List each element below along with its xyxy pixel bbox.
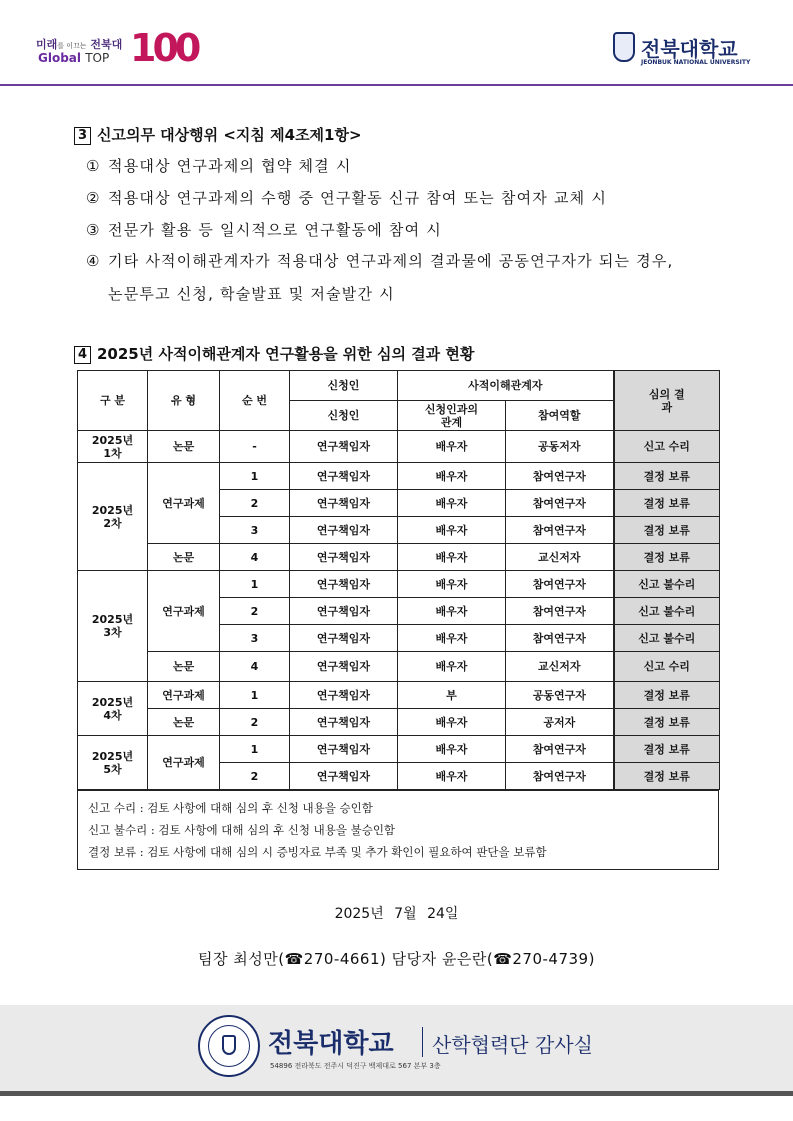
seq-cell: 3 [220, 625, 290, 652]
header-relation [398, 401, 506, 431]
university-logo [613, 30, 753, 70]
seq-cell: - [220, 431, 290, 463]
relation-cell: 배우자 [398, 431, 506, 463]
role-cell: 참여연구자 [506, 763, 614, 790]
seq-cell: 4 [220, 544, 290, 571]
type-cell: 연구과제 [148, 571, 220, 652]
footer-university-name: 전북대학교 [268, 1029, 394, 1059]
section3-item [86, 187, 607, 208]
role-cell: 참여연구자 [506, 463, 614, 490]
relation-cell: 배우자 [398, 652, 506, 682]
role-cell: 교신저자 [506, 544, 614, 571]
group-cell [78, 571, 148, 682]
item-number: ② [86, 189, 101, 207]
result-cell: 결정 보류 [614, 682, 720, 709]
relation-cell: 배우자 [398, 598, 506, 625]
group-cell [78, 431, 148, 463]
relation-cell: 배우자 [398, 571, 506, 598]
applicant-cell: 연구책임자 [290, 682, 398, 709]
university-seal-icon [198, 1015, 260, 1077]
document-date: 2025년 7월 24일 [334, 906, 459, 922]
seal-shield-icon [222, 1035, 236, 1055]
group-label: 2025년 1차 [91, 433, 134, 460]
slogan-top: TOP [85, 51, 110, 65]
role-cell: 참여연구자 [506, 490, 614, 517]
table-row [78, 709, 720, 736]
relation-cell: 배우자 [398, 517, 506, 544]
footer [0, 1005, 793, 1091]
result-cell: 결정 보류 [614, 544, 720, 571]
relation-cell: 배우자 [398, 625, 506, 652]
result-cell: 신고 불수리 [614, 598, 720, 625]
table-row [78, 736, 720, 763]
section3-title [74, 124, 362, 145]
seq-cell: 4 [220, 652, 290, 682]
table-row [78, 682, 720, 709]
header-seq: 순 번 [220, 371, 290, 431]
relation-cell: 배우자 [398, 763, 506, 790]
university-eng-name: JEONBUK NATIONAL UNIVERSITY [641, 59, 751, 66]
applicant-cell: 연구책임자 [290, 736, 398, 763]
note-accepted: 신고 수리 : 검토 사항에 대해 심의 후 신청 내용을 승인함 [88, 801, 373, 815]
item-text: 적용대상 연구과제의 수행 중 연구활동 신규 참여 또는 참여자 교체 시 [108, 189, 608, 207]
contact-line: 팀장 최성만(☎270-4661) 담당자 윤은란(☎270-4739) [198, 950, 595, 968]
relation-cell: 부 [398, 682, 506, 709]
section4-title-text: 2025년 사적이해관계자 연구활용을 위한 심의 결과 현황 [97, 345, 475, 363]
header-type: 유 형 [148, 371, 220, 431]
note-rejected: 신고 불수리 : 검토 사항에 대해 심의 후 신청 내용을 불승인함 [88, 823, 396, 837]
seq-cell: 2 [220, 763, 290, 790]
legend-notes [77, 790, 719, 870]
header-divider [0, 84, 793, 86]
seq-cell: 3 [220, 517, 290, 544]
group-cell [78, 682, 148, 736]
section3-item-cont: 논문투고 신청, 학술발표 및 저술발간 시 [108, 285, 395, 303]
item-number: ① [86, 157, 101, 175]
slogan-100: 100 [130, 26, 198, 70]
result-cell: 신고 수리 [614, 652, 720, 682]
table-row [78, 431, 720, 463]
role-cell: 참여연구자 [506, 625, 614, 652]
applicant-cell: 연구책임자 [290, 571, 398, 598]
result-cell: 결정 보류 [614, 709, 720, 736]
header-applicant: 신청인 [290, 401, 398, 431]
role-cell: 교신저자 [506, 652, 614, 682]
group-label: 2025년 5차 [91, 749, 134, 776]
table-row [78, 571, 720, 598]
role-cell: 참여연구자 [506, 598, 614, 625]
footer-address: 54896 전라북도 전주시 덕진구 백제대로 567 본부 3층 [270, 1062, 441, 1070]
applicant-cell: 연구책임자 [290, 598, 398, 625]
applicant-cell: 연구책임자 [290, 709, 398, 736]
result-cell: 결정 보류 [614, 517, 720, 544]
seq-cell: 2 [220, 490, 290, 517]
type-cell: 논문 [148, 652, 220, 682]
applicant-cell: 연구책임자 [290, 517, 398, 544]
header-role: 참여역할 [506, 401, 614, 431]
item-text: 적용대상 연구과제의 협약 체결 시 [108, 157, 352, 175]
result-cell: 신고 불수리 [614, 571, 720, 598]
table-row [78, 652, 720, 682]
role-cell: 참여연구자 [506, 517, 614, 544]
role-cell: 공저자 [506, 709, 614, 736]
slogan-global: Global [38, 51, 82, 65]
section3-number: 3 [74, 127, 91, 145]
footer-department: 산학협력단 감사실 [432, 1033, 593, 1057]
note-deferred: 결정 보류 : 검토 사항에 대해 심의 시 증빙자료 부족 및 추가 확인이 필요하여 판단을 보류함 [88, 845, 547, 859]
result-cell: 신고 수리 [614, 431, 720, 463]
result-cell: 결정 보류 [614, 463, 720, 490]
section3-title-text: 신고의무 대상행위 <지침 제4조제1항> [97, 126, 362, 144]
result-cell: 결정 보류 [614, 490, 720, 517]
relation-cell: 배우자 [398, 463, 506, 490]
role-cell: 공동저자 [506, 431, 614, 463]
group-cell [78, 736, 148, 790]
header-result [614, 371, 720, 431]
applicant-cell: 연구책임자 [290, 652, 398, 682]
relation-cell: 배우자 [398, 490, 506, 517]
section4-number: 4 [74, 346, 91, 364]
group-label: 2025년 4차 [91, 695, 134, 722]
applicant-cell: 연구책임자 [290, 490, 398, 517]
section3-item [86, 155, 352, 176]
role-cell: 공동연구자 [506, 682, 614, 709]
type-cell: 연구과제 [148, 463, 220, 544]
type-cell: 연구과제 [148, 682, 220, 709]
seq-cell: 1 [220, 571, 290, 598]
table-row [78, 544, 720, 571]
header-related-group: 사적이해관계자 [398, 371, 614, 401]
header-result-text: 심의 결과 [648, 387, 685, 414]
footer-bottom-line [0, 1091, 793, 1096]
type-cell: 논문 [148, 544, 220, 571]
slogan-line2 [38, 51, 109, 65]
applicant-cell: 연구책임자 [290, 625, 398, 652]
result-cell: 결정 보류 [614, 736, 720, 763]
type-cell: 논문 [148, 709, 220, 736]
item-number: ③ [86, 221, 101, 239]
header-relation-text: 신청인과의 관계 [424, 402, 479, 429]
slogan-line1 [36, 36, 122, 52]
group-label: 2025년 2차 [91, 503, 134, 530]
role-cell: 참여연구자 [506, 571, 614, 598]
item-text: 기타 사적이해관계자가 적용대상 연구과제의 결과물에 공동연구자가 되는 경우, [108, 252, 674, 270]
seq-cell: 2 [220, 598, 290, 625]
result-cell: 신고 불수리 [614, 625, 720, 652]
header-gubun: 구 분 [78, 371, 148, 431]
university-name: 전북대학교 [641, 37, 738, 61]
review-results-table [77, 370, 719, 790]
seq-cell: 1 [220, 736, 290, 763]
relation-cell: 배우자 [398, 709, 506, 736]
section4-title [74, 343, 474, 364]
item-number: ④ [86, 252, 101, 270]
header-applicant-group: 신청인 [290, 371, 398, 401]
seq-cell: 1 [220, 463, 290, 490]
group-label: 2025년 3차 [91, 613, 134, 639]
university-emblem-icon [613, 32, 635, 62]
slogan-mirae: 미래 [36, 38, 58, 51]
section3-item [86, 250, 674, 271]
seq-cell: 2 [220, 709, 290, 736]
table-row [78, 463, 720, 490]
result-cell: 결정 보류 [614, 763, 720, 790]
applicant-cell: 연구책임자 [290, 763, 398, 790]
applicant-cell: 연구책임자 [290, 463, 398, 490]
slogan-small: 를 이끄는 [57, 42, 87, 50]
applicant-cell: 연구책임자 [290, 431, 398, 463]
applicant-cell: 연구책임자 [290, 544, 398, 571]
seq-cell: 1 [220, 682, 290, 709]
relation-cell: 배우자 [398, 544, 506, 571]
section3-item [86, 219, 442, 240]
slogan-univ: 전북대 [90, 38, 123, 51]
item-text: 전문가 활용 등 일시적으로 연구활동에 참여 시 [108, 221, 442, 239]
slogan-logo [32, 26, 202, 70]
type-cell: 연구과제 [148, 736, 220, 790]
footer-divider [422, 1027, 423, 1057]
type-cell: 논문 [148, 431, 220, 463]
group-cell [78, 463, 148, 571]
relation-cell: 배우자 [398, 736, 506, 763]
role-cell: 참여연구자 [506, 736, 614, 763]
